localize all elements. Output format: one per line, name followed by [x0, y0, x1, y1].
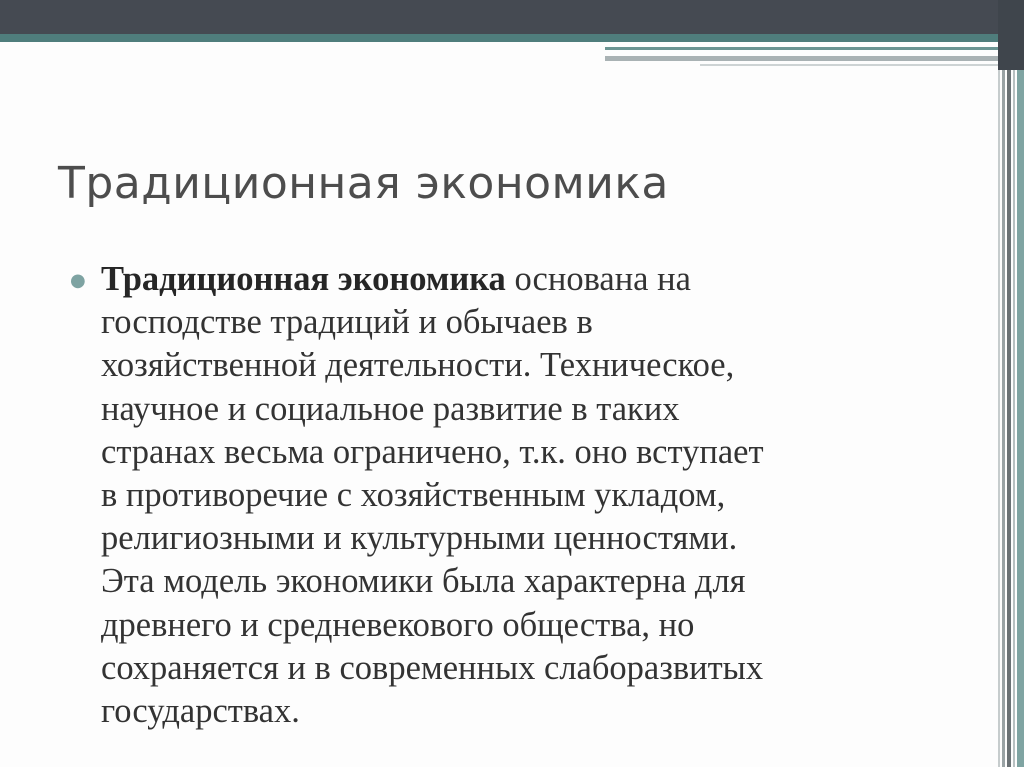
bullet-line: религиозными и культурными ценностями. [101, 519, 738, 558]
bullet-line: в противоречие с хозяйственным укладом, [101, 476, 726, 515]
bullet-lead-rest: основана на [505, 260, 691, 298]
decor-bar [1013, 0, 1015, 767]
bullet-line: государствах. [101, 692, 300, 731]
header-accent-line-gray [605, 56, 1005, 61]
bullet-line: странах весьма ограничено, т.к. оно вступает [101, 432, 764, 471]
bullet-line: господстве традиций и обычаев в [101, 303, 593, 342]
decor-bar [1017, 0, 1024, 767]
right-decorative-bars [998, 0, 1024, 767]
header-bar-dark [0, 0, 1024, 34]
bullet-line: древнего и средневекового общества, но [101, 605, 695, 644]
slide-title: Традиционная экономика [58, 158, 669, 209]
bullet-line: Эта модель экономики была характерна для [101, 562, 746, 601]
decor-bar [1007, 0, 1011, 767]
decor-bar [1002, 0, 1005, 767]
bullet-line: хозяйственной деятельности. Техническое, [101, 346, 735, 385]
bullet-text [101, 258, 961, 733]
header-bar-teal [0, 34, 1000, 42]
bullet-dot-icon: ● [70, 270, 86, 291]
bullet-line: сохраняется и в современных слаборазвитых [101, 648, 764, 687]
bullet-line: научное и социальное развитие в таких [101, 389, 680, 428]
bullet-first-line [101, 258, 961, 301]
header-accent-line-light [700, 64, 1010, 66]
right-top-block [998, 0, 1024, 70]
bullet-bold-lead: Традиционная экономика [101, 260, 506, 298]
header-accent-line-teal [605, 47, 1005, 50]
decor-bar [998, 0, 1000, 767]
